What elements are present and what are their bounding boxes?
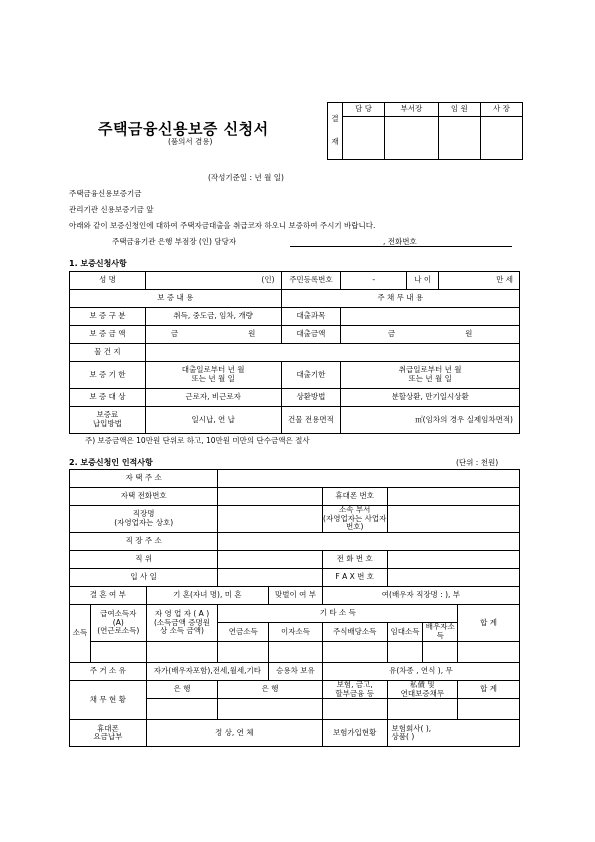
join-date-field[interactable] [218, 568, 323, 586]
header-cell: 자 영 업 자 ( A ) (소득금액 증명원 상 소득 금액) [146, 604, 218, 641]
label-cell: F A X 번 호 [322, 568, 387, 586]
form-title: 주택금융신용보증 신청서 [98, 120, 269, 138]
dual-income-field[interactable]: 여(배우자 직장명 : ), 부 [322, 586, 519, 604]
home-address-field[interactable] [218, 470, 520, 488]
intro-line: 아래와 같이 보증신청인에 대하여 주택자금대출을 취급코자 하오니 보증하여 주시기 바랍니다. [69, 221, 376, 230]
header-cell: 배우자소득 [423, 623, 458, 642]
phone-bill-status-field[interactable]: 정 상, 연 체 [146, 720, 322, 747]
label-cell: 보 증 구 분 [70, 308, 146, 326]
intro-line: , 전화번호 [383, 237, 417, 246]
company-name-field[interactable] [218, 506, 323, 533]
label-cell: 보 증 기 한 [70, 362, 146, 389]
applicant-info-table [69, 469, 520, 747]
section1-note: 주) 보증금액은 10만원 단위로 하고, 10만원 미만의 단수금액은 절사 [85, 436, 310, 445]
loan-term-field[interactable]: 취급일로부터 년 월 또는 년 월 일 [341, 362, 520, 389]
rental-income-field[interactable] [387, 641, 423, 662]
id-number-field[interactable]: - [341, 272, 407, 290]
intro-line: 관리기관 신용보증기금 앞 [69, 205, 154, 214]
dividend-income-field[interactable] [322, 641, 387, 662]
approval-sign-box[interactable] [343, 117, 385, 160]
guarantee-type-field[interactable]: 취득, 중도금, 임차, 개량 [145, 308, 281, 326]
position-field[interactable] [218, 550, 323, 568]
label-cell: 주 거 소 유 [70, 662, 147, 680]
label-cell: 결 혼 여 부 [70, 586, 147, 604]
guarantee-request-table [69, 271, 520, 434]
fee-payment-field[interactable]: 일시납, 연 납 [145, 407, 281, 434]
label-cell: 맞벌이 여 부 [269, 586, 323, 604]
income-side-label: 소득 [70, 604, 91, 662]
approval-header: 부서장 [385, 103, 439, 117]
loan-type-field[interactable] [341, 308, 520, 326]
header-cell: 급여소득자 (A) (연근로소득) [90, 604, 146, 641]
header-cell: 연금소득 [218, 623, 269, 642]
label-cell: 승용차 보유 [269, 662, 323, 680]
signature-line [290, 246, 512, 247]
header-cell: 주식배당소득 [322, 623, 387, 642]
income-total-field[interactable] [458, 641, 520, 662]
header-cell: 주 채 무 내 용 [281, 290, 519, 308]
label-cell: 전 화 번 호 [322, 550, 387, 568]
header-cell: 합 계 [458, 604, 520, 641]
debt-insurance-field[interactable] [322, 699, 387, 720]
company-address-field[interactable] [218, 532, 520, 550]
label-cell: 보증료 납입방법 [70, 407, 146, 434]
debt-total-field[interactable] [458, 699, 520, 720]
header-cell: 기 타 소 득 [218, 604, 458, 622]
residence-ownership-field[interactable]: 자가(배우자포함),전세,월세,기타 [146, 662, 268, 680]
label-cell: 물 건 지 [70, 344, 146, 362]
label-cell: 보 증 금 액 [70, 326, 146, 344]
label-cell: 나 이 [407, 272, 439, 290]
label-cell: 보 증 대 상 [70, 389, 146, 407]
header-cell: 임대소득 [387, 623, 423, 642]
header-cell: 은 행 [146, 680, 218, 698]
business-income-field[interactable] [146, 641, 218, 662]
spouse-income-field[interactable] [423, 641, 458, 662]
car-ownership-field[interactable]: 유(차종 , 연식 ), 무 [322, 662, 519, 680]
label-cell: 입 사 일 [70, 568, 218, 586]
label-cell: 대출기한 [281, 362, 341, 389]
approval-sign-box[interactable] [438, 117, 480, 160]
salary-income-field[interactable] [90, 641, 146, 662]
label-cell: 대출과목 [281, 308, 341, 326]
header-cell: 보험, 금고, 할부금융 등 [322, 680, 387, 698]
marital-status-field[interactable]: 기 혼(자녀 명), 미 혼 [146, 586, 268, 604]
label-cell: 자 택 주 소 [70, 470, 218, 488]
approval-table [327, 102, 523, 160]
label-cell: 건물 전용면적 [281, 407, 341, 434]
pension-income-field[interactable] [218, 641, 269, 662]
intro-line: 주택금융신용보증기금 [69, 189, 142, 198]
intro-line: 주택금융기관 은행 부점장 (인) 담당자 [112, 237, 237, 246]
debt-private-field[interactable] [387, 699, 458, 720]
label-cell: 상환방법 [281, 389, 341, 407]
label-cell: 대출금액 [281, 326, 341, 344]
guarantee-term-field[interactable]: 대출일로부터 년 월 또는 년 월 일 [145, 362, 281, 389]
age-field[interactable]: 만 세 [439, 272, 520, 290]
property-location-field[interactable] [145, 344, 519, 362]
label-cell: 자택 전화번호 [70, 488, 218, 506]
mobile-phone-field[interactable] [387, 488, 519, 506]
interest-income-field[interactable] [269, 641, 323, 662]
label-cell: 직 장 주 소 [70, 532, 218, 550]
header-cell: 은 행 [218, 680, 323, 698]
label-cell: 휴대폰 번호 [322, 488, 387, 506]
label-cell: 채 무 현 황 [70, 680, 147, 719]
approval-header: 담 당 [343, 103, 385, 117]
header-cell: 私債 및 연대보증채무 [387, 680, 458, 698]
work-phone-field[interactable] [387, 550, 519, 568]
label-cell: 직 위 [70, 550, 218, 568]
approval-side: 결 재 [328, 103, 343, 160]
section1-title: 1. 보증신청사항 [69, 259, 127, 268]
header-cell: 보 증 내 용 [70, 290, 282, 308]
guarantee-amount-field[interactable]: 금 원 [145, 326, 281, 344]
guarantee-target-field[interactable]: 근로자, 비근로자 [145, 389, 281, 407]
debt-bank1-field[interactable] [146, 699, 218, 720]
header-cell: 이자소득 [269, 623, 323, 642]
unit-label: (단위 : 천원) [456, 458, 499, 467]
approval-sign-box[interactable] [385, 117, 439, 160]
label-cell: 소속 부서 (자영업자는 사업자번호) [323, 505, 387, 532]
repayment-method-field[interactable]: 분할상환, 만기일시상환 [341, 389, 520, 407]
header-cell: 합 계 [458, 680, 520, 698]
form-subtitle: (품의서 겸용) [168, 137, 213, 146]
approval-header: 사 장 [480, 103, 522, 117]
fax-field[interactable] [387, 568, 519, 586]
floor-area-field[interactable]: ㎡(임차의 경우 실제임차면적) [341, 407, 520, 434]
date-line: (작성기준일 : 년 월 일) [208, 173, 284, 182]
debt-bank2-field[interactable] [218, 699, 323, 720]
section2-title: 2. 보증신청인 인적사항 [69, 458, 153, 467]
label-cell: 보험가입현황 [322, 720, 387, 747]
label-cell: 직장명 (자영업자는 상호) [70, 506, 218, 533]
name-field[interactable]: (인) [145, 272, 281, 290]
label-cell: 주민등록번호 [281, 272, 341, 290]
label-cell: 휴대폰 요금납부 [70, 720, 147, 747]
approval-header: 임 원 [438, 103, 480, 117]
loan-amount-field[interactable]: 금 원 [341, 326, 520, 344]
insurance-status-field[interactable]: 보험회사( ), 상품( ) [387, 720, 519, 747]
department-field[interactable] [387, 506, 519, 533]
label-cell: 성 명 [70, 272, 146, 290]
approval-sign-box[interactable] [480, 117, 522, 160]
home-phone-field[interactable] [218, 488, 323, 506]
